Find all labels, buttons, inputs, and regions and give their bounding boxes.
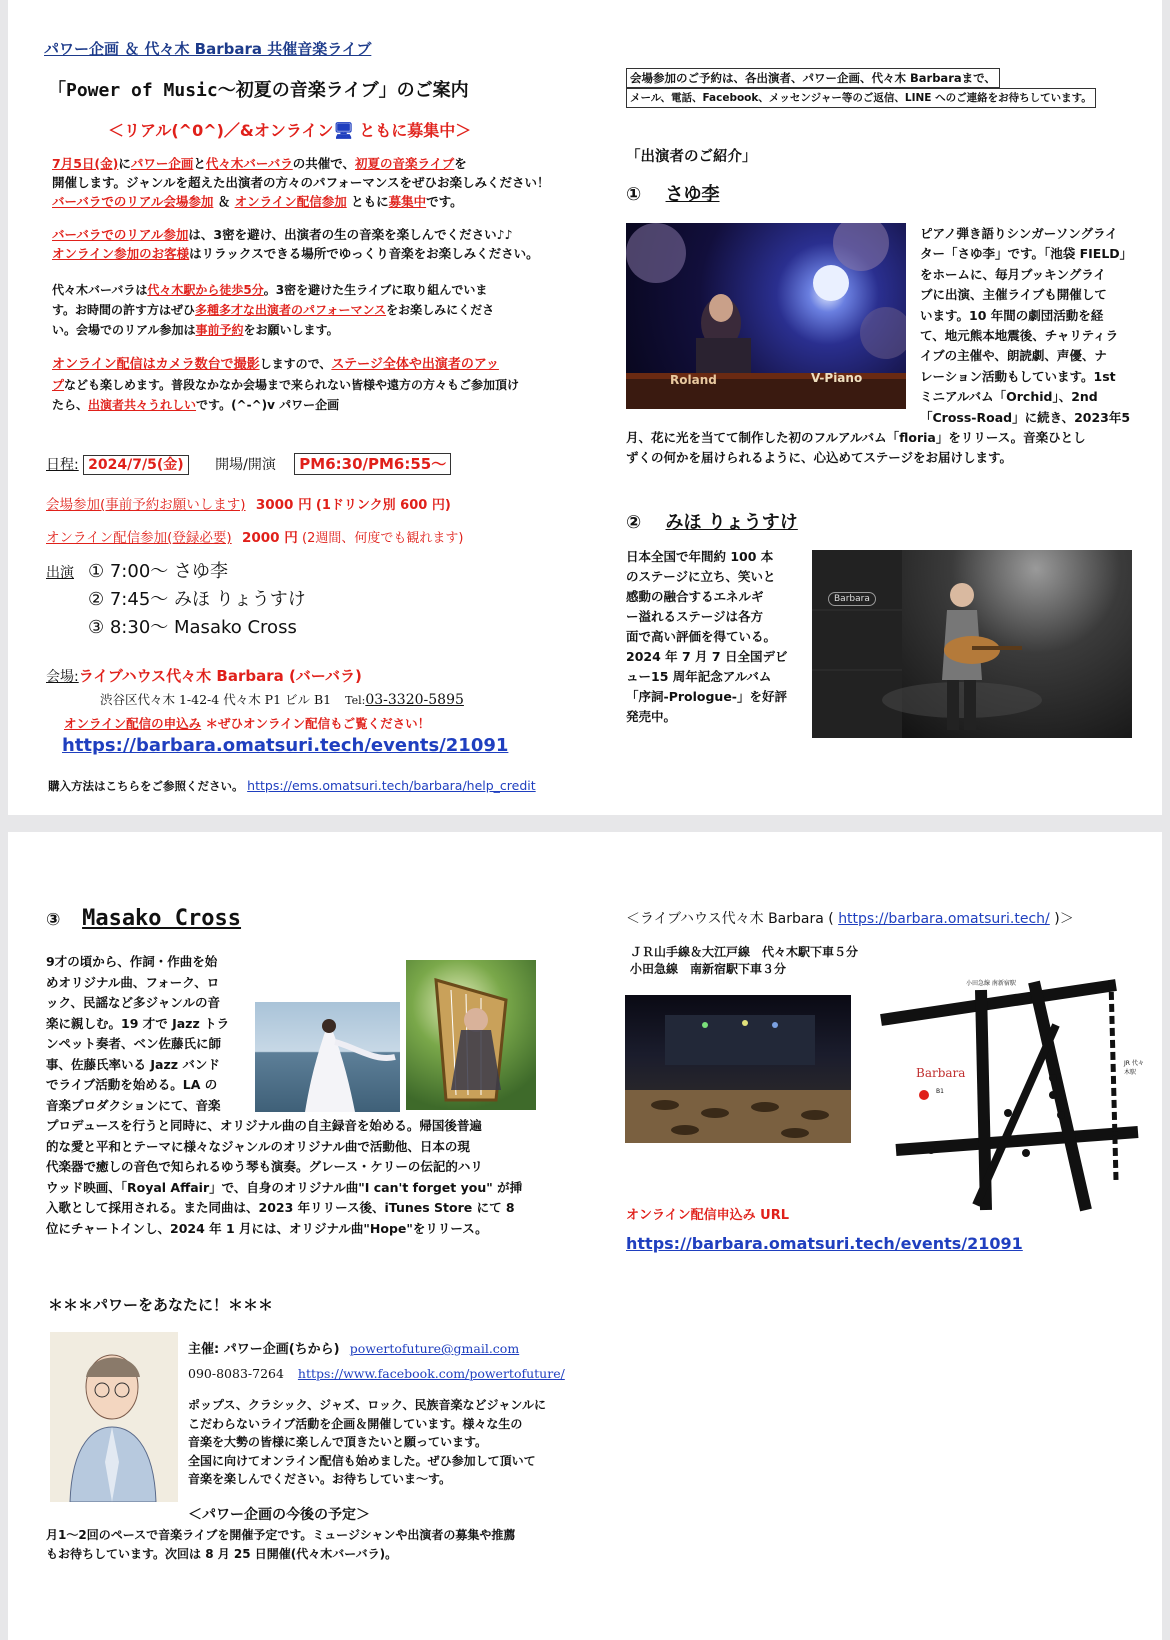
intro-text: です。: [426, 194, 463, 209]
bio-line: ピアノ弾き語りシンガーソングライ: [920, 226, 1118, 241]
reserve-line: メール、電話、Facebook、メッセンジャー等のご返信、LINE へのご連絡をお待ちしています。: [626, 88, 1096, 108]
performer-1-photo-art: [626, 223, 906, 409]
intro-recruit: 募集中: [388, 194, 427, 209]
online-fee-value: 2000 円: [241, 530, 298, 546]
venue-address-row: [100, 690, 464, 708]
intro-text: を: [454, 156, 467, 171]
performer-2-photo: [812, 550, 1132, 738]
bio-line: います。10 年間の劇団活動を経: [920, 307, 1104, 323]
perf-label: 出演: [46, 565, 74, 581]
schedule-heading: ＜パワー企画の今後の予定＞: [188, 1507, 370, 1523]
contact-row: [188, 1366, 565, 1381]
performer-1-name: さゆ李: [665, 184, 720, 205]
page-1: [8, 0, 1162, 815]
online-fee-row: [46, 526, 463, 546]
performer-row: ① 7:00～ さゆ李: [88, 561, 229, 582]
intro-real: バーバラでのリアル会場参加: [52, 194, 214, 209]
online-fee-label: オンライン配信参加(登録必要): [46, 530, 232, 546]
bio-line: 面で高い評価を得ている。: [626, 629, 777, 644]
venue-photo: [625, 995, 851, 1143]
performer-2-photo-art: [812, 550, 1132, 738]
access-info: [630, 944, 858, 978]
bio-line: 9才の頃から、作詞・作曲を始: [46, 954, 218, 969]
intro-text: をお楽しみにくださ: [386, 303, 495, 317]
organizer-phone: 090-8083-7264: [188, 1366, 284, 1381]
access-map: [876, 970, 1146, 1218]
performer-row: ② 7:45～ みほ りょうすけ: [88, 589, 306, 610]
purchase-url-link[interactable]: https://ems.omatsuri.tech/barbara/help_credit: [247, 778, 536, 793]
performers-label: [46, 562, 74, 582]
performer-3-photo-sea: [255, 1002, 400, 1112]
performer-1-bio: [920, 224, 1160, 428]
performer-3-number: ③: [46, 910, 61, 930]
intro-happy: 出演者共々うれしい: [88, 398, 197, 412]
header-title: パワー企画 ＆ 代々木 Barbara 共催音楽ライブ: [44, 40, 372, 58]
desc-line: 全国に向けてオンライン配信も始めました。ぜひ参加して頂いて: [188, 1453, 536, 1468]
bio-line: 日本全国で年間約 100 本: [626, 549, 774, 564]
map-shop-label: Barbara: [916, 1066, 966, 1080]
purchase-row: [48, 778, 536, 794]
intro-text: す。お時間の許す方はぜひ: [52, 303, 196, 317]
desc-line: ポップス、クラシック、ジャズ、ロック、民族音楽などジャンルに: [188, 1398, 547, 1412]
online-url-link[interactable]: https://barbara.omatsuri.tech/events/21091: [626, 1234, 1023, 1253]
performers-list: [88, 558, 306, 642]
map-b1-label: B1: [936, 1088, 944, 1095]
bio-line: 感動の融合するエネルギ: [626, 589, 764, 604]
bio-line: イブの主催や、朗読劇、声優、ナ: [920, 348, 1107, 364]
bio-line: 月、花に光を当てて制作した初のフルアルバム「floria」をリリース。音楽ひとし: [626, 430, 1086, 445]
performer-3-bio-wide: [46, 1116, 566, 1239]
intro-reserve: 事前予約: [195, 323, 244, 337]
date-row: [46, 453, 451, 474]
organizer-desc: [188, 1396, 568, 1489]
bio-line: ック、民謡など多ジャンルの音: [46, 995, 220, 1010]
intro-organizer: パワー企画: [130, 156, 194, 171]
intro-text: なども楽しめます。普段なかなか会場まで来られない皆様や遠方の方々もご参加頂け: [64, 378, 520, 392]
online-apply-note: ＊ぜひオンライン配信もご覧ください！: [201, 716, 431, 731]
bio-line: 的な愛と平和とテーマに様々なジャンルのオリジナル曲で活動他、日本の現: [46, 1138, 470, 1154]
venue-fee-row: [46, 493, 451, 513]
bio-line: 発売中。: [626, 709, 677, 724]
intro-text: です。(^-^)v パワー企画: [196, 398, 340, 412]
reserve-line: 会場参加のご予約は、各出演者、パワー企画、代々木 Barbaraまで、: [626, 68, 1000, 88]
organizer-label: 主催: パワー企画(ちから): [188, 1342, 340, 1357]
intro-text: ともに: [346, 194, 389, 209]
intro-venue: 代々木バーバラ: [205, 156, 293, 171]
online-url-label: オンライン配信申込み URL: [626, 1208, 789, 1223]
desc-line: 音楽を楽しんでください。お待ちしていま～す。: [188, 1472, 452, 1486]
bio-line: 音楽プロダクションにて、音楽: [46, 1097, 221, 1113]
intro-performers: 多種多才な出演者のパフォーマンス: [195, 303, 387, 317]
bio-line: て、地元熊本地震後、チャリティラ: [920, 328, 1119, 344]
intro-date: 7月5日(金): [52, 156, 119, 171]
intro-paragraph-4: [52, 354, 592, 415]
bio-line: ター「さゆ李」です。「池袋 FIELD」: [920, 246, 1133, 262]
intro-line: 開催します。ジャンルを超えた出演者の方々のパフォーマンスをぜひお楽しみください！: [52, 175, 550, 190]
livehouse-title-close: )＞: [1054, 911, 1074, 927]
recruit-banner: [108, 118, 471, 141]
flyer-title: 「Power of Music～初夏の音楽ライブ」のご案内: [48, 80, 469, 101]
bio-line: ミニアルバム「Orchid」、2nd: [920, 389, 1098, 405]
intro-text: い。会場でのリアル参加は: [52, 323, 196, 337]
performer-3-name: Masako Cross: [82, 906, 242, 931]
recruit-text: ＜リアル(^0^)／&オンライン: [108, 121, 334, 140]
sea-photo-art: [255, 1002, 400, 1112]
performer-1-number: ①: [626, 184, 642, 205]
livehouse-title: [626, 908, 1074, 928]
map-station-label: JR 代々木駅: [1124, 1060, 1144, 1076]
venue-fee-label: 会場参加(事前予約お願いします): [46, 497, 246, 513]
date-label: 日程:: [46, 457, 79, 473]
venue-fee-value: 3000 円: [255, 497, 312, 513]
bio-line: ンペット奏者、ベン佐藤氏に師: [46, 1036, 222, 1051]
organizer-email-link[interactable]: powertofuture@gmail.com: [349, 1341, 520, 1356]
online-apply-row: [64, 714, 430, 732]
performer-2-heading: [626, 508, 798, 534]
intro-stage: ステージ全体や出演者のアッ: [331, 357, 499, 372]
intro-text: たら、: [52, 398, 89, 412]
organizer-row: [188, 1338, 519, 1357]
performer-1-bio-wide: [626, 428, 1162, 469]
roland-logo: Roland: [670, 373, 717, 387]
intro-text: に: [118, 156, 131, 171]
performer-3-photo-harp: [406, 960, 536, 1110]
access-line: 小田急線 南新宿駅下車３分: [630, 962, 787, 976]
livehouse-url-link[interactable]: https://barbara.omatsuri.tech/: [838, 911, 1050, 927]
map-art: [876, 970, 1146, 1218]
online-apply-label: オンライン配信の申込み: [64, 716, 202, 731]
bio-line: をホームに、毎月ブッキングライ: [920, 266, 1106, 282]
bio-line: ブに出演、主催ライブも開催して: [920, 287, 1107, 303]
date-value: 2024/7/5(金): [83, 455, 188, 475]
bio-line: 代楽器で癒しの音色で知られるゆう琴も演奏。グレース・ケリーの伝記的ハリ: [46, 1159, 483, 1174]
venue-name: ライブハウス代々木 Barbara (バーバラ): [78, 667, 362, 685]
bio-line: 楽に親しむ。19 才で Jazz トラ: [46, 1015, 230, 1031]
access-line: ＪＲ山手線＆大江戸線 代々木駅下車５分: [630, 945, 859, 959]
bio-line: 2024 年 7 月 7 日全国デビ: [626, 649, 788, 664]
bio-line: 位にチャートインし、2024 年 1 月には、オリジナル曲"Hope"をリリース。: [46, 1220, 488, 1236]
performer-3-heading: [46, 906, 241, 931]
performer-row: ③ 8:30～ Masako Cross: [88, 617, 297, 638]
bio-line: 「序詞-Prologue-」を好評: [626, 689, 787, 704]
venue-row: [46, 665, 362, 686]
desc-line: 音楽を大勢の皆様に楽しんで頂きたいと願っています。: [188, 1435, 488, 1449]
computer-icon: 🖥: [333, 121, 354, 140]
performers-intro-title: 「出演者のご紹介」: [626, 149, 757, 165]
venue-address: 渋谷区代々木 1-42-4 代々木 P1 ビル B1: [100, 692, 332, 707]
organizer-facebook-link[interactable]: https://www.facebook.com/powertofuture/: [297, 1366, 565, 1381]
livehouse-title-text: ＜ライブハウス代々木 Barbara (: [626, 911, 834, 927]
purchase-text: 購入方法はこちらをご参照ください。: [48, 779, 244, 793]
intro-text: 代々木バーバラは: [52, 283, 148, 297]
open-label: 開場/開演: [215, 457, 276, 473]
performer-1-heading: [626, 180, 720, 206]
venue-photo-art: [625, 995, 851, 1143]
intro-paragraph-3: [52, 280, 592, 340]
desc-line: こだわらないライブ活動を企画＆開催しています。様々な生の: [188, 1416, 523, 1431]
online-fee-note: (2週間、何度でも観れます): [302, 531, 464, 546]
event-url-link[interactable]: https://barbara.omatsuri.tech/events/21091: [62, 735, 509, 756]
bio-line: 「Cross-Road」に続き、2023年5: [920, 409, 1131, 425]
intro-online: オンライン配信参加: [234, 194, 347, 209]
recruit-tail: ともに募集中＞: [359, 121, 472, 140]
vpiano-logo: V-Piano: [811, 371, 863, 385]
schedule-line: もお待ちしています。次回は 8 月 25 日開催(代々木バーバラ)。: [46, 1546, 398, 1561]
venue-tel: 03-3320-5895: [365, 692, 464, 708]
bio-line: でライブ活動を始める。LA の: [46, 1077, 218, 1092]
intro-text: の共催で、: [292, 156, 356, 171]
intro-real: バーバラでのリアル参加: [52, 227, 189, 242]
power-heading: ＊＊＊パワーをあなたに！＊＊＊: [48, 1296, 274, 1314]
intro-camera: オンライン配信はカメラ数台で撮影: [52, 357, 260, 372]
harp-photo-art: [406, 960, 536, 1110]
intro-text: は、3密を避け、出演者の生の音楽を楽しんでください♪♪: [188, 227, 513, 242]
intro-text: はリラックスできる場所でゆっくり音楽をお楽しみください。: [189, 246, 539, 261]
intro-text: と: [193, 156, 206, 171]
intro-event: 初夏の音楽ライブ: [355, 156, 455, 171]
bio-line: めオリジナル曲、フォーク、ロ: [46, 974, 220, 990]
intro-text: ＆: [213, 194, 235, 209]
bio-line: レーション活動もしています。1st: [920, 368, 1116, 384]
intro-text: しますので、: [259, 357, 332, 371]
bio-line: ー溢れるステージは各方: [626, 609, 764, 624]
bio-line: 入歌として採用される。また同曲は、2023 年リリース後、iTunes Store にて 8: [46, 1200, 515, 1215]
organizer-portrait: [50, 1332, 178, 1502]
performer-2-name: みほ りょうすけ: [665, 512, 798, 533]
schedule-line: 月1～2回のペースで音楽ライブを開催予定です。ミュージシャンや出演者の募集や推薦: [46, 1528, 516, 1542]
venue-fee-note: (1ドリンク別 600 円): [315, 498, 451, 513]
tel-label: Tel:: [345, 694, 366, 707]
reserve-box: [626, 68, 1096, 108]
performer-2-bio: [626, 547, 801, 727]
intro-online: オンライン参加のお客様: [52, 246, 190, 261]
page-2: [8, 832, 1162, 1640]
schedule-text: [46, 1526, 576, 1563]
intro-text: 。3密を避けた生ライブに取り組んでいま: [263, 283, 488, 297]
bio-line: ウッド映画、「Royal Affair」で、自身のオリジナル曲"I can't forget you" が挿: [46, 1179, 523, 1195]
barbara-sign: Barbara: [828, 592, 876, 606]
bio-line: プロデュースを行うと同時に、オリジナル曲の自主録音を始める。帰国後普遍: [46, 1118, 482, 1133]
performer-2-number: ②: [626, 512, 642, 533]
intro-stage: プ: [52, 378, 65, 392]
intro-text: をお願いします。: [243, 323, 339, 337]
bio-line: ュー15 周年記念アルバム: [626, 669, 772, 684]
bio-line: 事、佐藤氏率いる Jazz バンド: [46, 1056, 220, 1072]
map-station-label: 小田急線 南新宿駅: [966, 980, 1016, 987]
performer-1-photo: [626, 223, 906, 409]
intro-paragraph-1: [52, 154, 582, 211]
venue-label: 会場:: [46, 669, 79, 685]
bio-line: ずくの何かを届けられるように、心込めてステージをお届けします。: [626, 450, 1013, 466]
portrait-art: [50, 1332, 178, 1502]
open-value: PM6:30/PM6:55～: [294, 453, 451, 475]
performer-3-bio: [46, 952, 256, 1116]
intro-access: 代々木駅から徒歩5分: [147, 283, 264, 297]
intro-paragraph-2: [52, 225, 592, 263]
bio-line: のステージに立ち、笑いと: [626, 569, 776, 584]
